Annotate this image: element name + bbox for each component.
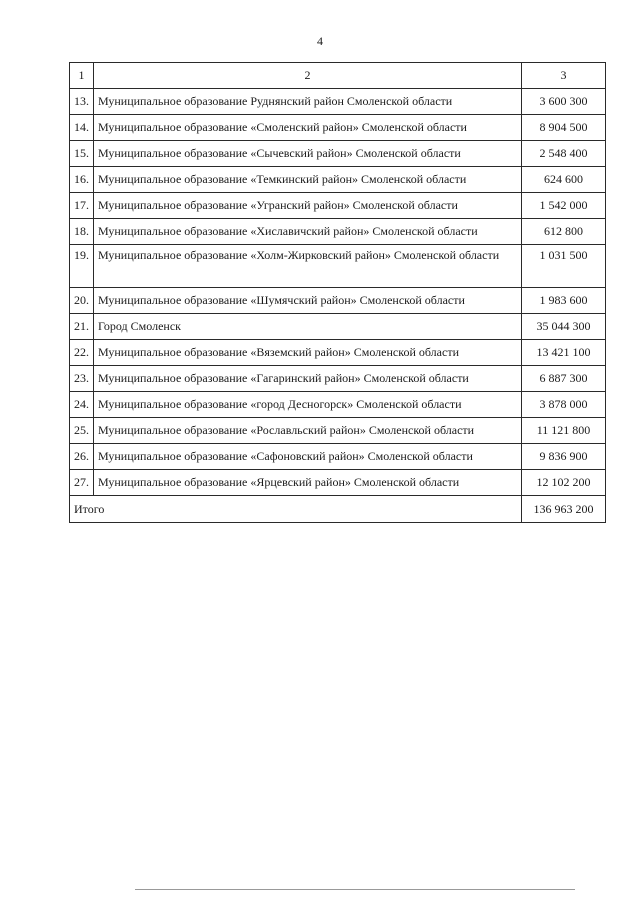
amount-value: 8 904 500 [522,115,606,141]
municipality-name: Муниципальное образование «Гагаринский район» Смоленской области [94,366,522,392]
municipality-name: Муниципальное образование «Шумячский район» Смоленской области [94,288,522,314]
column-header: 2 [94,63,522,89]
amount-value: 35 044 300 [522,314,606,340]
amount-value: 12 102 200 [522,470,606,496]
row-number: 24. [70,392,94,418]
table-row [70,392,606,418]
row-number: 22. [70,340,94,366]
amount-value: 1 031 500 [522,245,606,288]
amount-value: 13 421 100 [522,340,606,366]
table-row [70,193,606,219]
page-number: 4 [317,34,323,48]
amount-value: 3 878 000 [522,392,606,418]
row-number: 27. [70,470,94,496]
municipality-name: Муниципальное образование «Сычевский район» Смоленской области [94,141,522,167]
row-number: 13. [70,89,94,115]
municipality-name: Муниципальное образование «Ярцевский район» Смоленской области [94,470,522,496]
municipality-name: Муниципальное образование «Хиславичский район» Смоленской области [94,219,522,245]
table-row [70,245,606,288]
amount-value: 11 121 800 [522,418,606,444]
table-row [70,167,606,193]
municipality-name: Муниципальное образование «Смоленский район» Смоленской области [94,115,522,141]
row-number: 23. [70,366,94,392]
total-value: 136 963 200 [522,496,606,523]
municipality-name: Город Смоленск [94,314,522,340]
amount-value: 612 800 [522,219,606,245]
municipality-name: Муниципальное образование «Сафоновский район» Смоленской области [94,444,522,470]
row-number: 14. [70,115,94,141]
table-row [70,366,606,392]
row-number: 21. [70,314,94,340]
table-row [70,89,606,115]
table-row [70,470,606,496]
municipality-name: Муниципальное образование «Вяземский район» Смоленской области [94,340,522,366]
table-row [70,115,606,141]
table-row [70,219,606,245]
amount-value: 1 542 000 [522,193,606,219]
allocation-table [69,62,606,523]
row-number: 20. [70,288,94,314]
footer-divider [135,889,575,890]
municipality-name: Муниципальное образование «Угранский район» Смоленской области [94,193,522,219]
row-number: 17. [70,193,94,219]
table-row [70,418,606,444]
amount-value: 6 887 300 [522,366,606,392]
row-number: 15. [70,141,94,167]
row-number: 26. [70,444,94,470]
table-row [70,314,606,340]
amount-value: 9 836 900 [522,444,606,470]
amount-value: 1 983 600 [522,288,606,314]
total-row [70,496,606,523]
table-header-row [70,63,606,89]
row-number: 18. [70,219,94,245]
table-row [70,288,606,314]
row-number: 19. [70,245,94,288]
municipality-name: Муниципальное образование Руднянский район Смоленской области [94,89,522,115]
row-number: 25. [70,418,94,444]
municipality-name: Муниципальное образование «город Десногорск» Смоленской области [94,392,522,418]
municipality-name: Муниципальное образование «Рославльский район» Смоленской области [94,418,522,444]
column-header: 3 [522,63,606,89]
total-label: Итого [70,496,522,523]
municipality-name: Муниципальное образование «Холм-Жирковский район» Смоленской области [94,245,522,288]
amount-value: 2 548 400 [522,141,606,167]
amount-value: 3 600 300 [522,89,606,115]
row-number: 16. [70,167,94,193]
column-header: 1 [70,63,94,89]
municipality-name: Муниципальное образование «Темкинский район» Смоленской области [94,167,522,193]
amount-value: 624 600 [522,167,606,193]
table-row [70,444,606,470]
table-row [70,141,606,167]
table-row [70,340,606,366]
